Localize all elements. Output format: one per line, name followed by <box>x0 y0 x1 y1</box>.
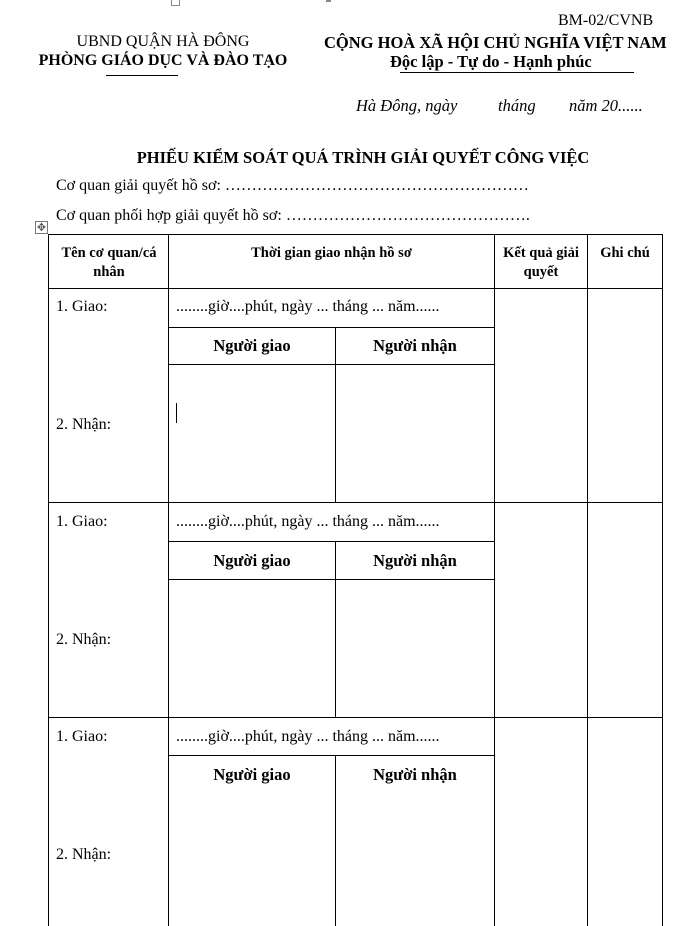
nation-title: CỘNG HOÀ XÃ HỘI CHỦ NGHĨA VIỆT NAM <box>324 33 667 52</box>
row1-receive-label: 2. Nhận: <box>56 416 112 433</box>
row1-receiver-header: Người nhận <box>373 336 457 355</box>
nation-motto: Độc lập - Tự do - Hạnh phúc <box>390 52 592 71</box>
row3-giver-header: Người giao <box>213 765 291 784</box>
table-header-bottom <box>48 288 663 289</box>
row3-receiver-header: Người nhận <box>373 765 457 784</box>
table-col-divider-3 <box>494 234 495 926</box>
org-left-2: PHÒNG GIÁO DỤC VÀ ĐÀO TẠO <box>38 52 288 69</box>
date-year: năm 20...... <box>569 96 643 115</box>
row1-time-bottom <box>168 327 495 328</box>
coordinating-agency-field[interactable]: Cơ quan phối hợp giải quyết hồ sơ: ………………………………………. <box>56 207 530 224</box>
header-note: Ghi chú <box>600 245 650 261</box>
table-col-divider-4 <box>587 234 588 926</box>
row3-time-field[interactable]: ........giờ....phút, ngày ... tháng ... năm...... <box>176 728 440 745</box>
org-left-1: UBND QUẬN HÀ ĐÔNG <box>76 33 250 50</box>
resolving-agency-field[interactable]: Cơ quan giải quyết hồ sơ: ………………………………………………… <box>56 177 529 194</box>
text-cursor[interactable] <box>176 403 177 423</box>
row1-sub-bottom <box>168 364 495 365</box>
page-marker-dash <box>326 0 331 2</box>
header-agency: Tên cơ quan/cá nhân <box>61 245 157 280</box>
document-title: PHIẾU KIỂM SOÁT QUÁ TRÌNH GIẢI QUYẾT CÔNG VIỆC <box>136 148 590 167</box>
row1-giver-header: Người giao <box>213 336 291 355</box>
table-move-handle-icon[interactable]: ✥ <box>36 221 47 234</box>
form-code: BM-02/CVNB <box>558 12 654 29</box>
row2-giver-header: Người giao <box>213 551 291 570</box>
page-marker-square <box>171 0 180 6</box>
motto-underline <box>400 72 634 73</box>
row3-give-label: 1. Giao: <box>56 728 108 745</box>
header-time: Thời gian giao nhận hồ sơ <box>251 245 412 261</box>
row2-time-field[interactable]: ........giờ....phút, ngày ... tháng ... năm...... <box>176 513 440 530</box>
row3-receive-label: 2. Nhận: <box>56 846 112 863</box>
org-underline <box>106 75 178 76</box>
row2-time-bottom <box>168 541 495 542</box>
row1-bottom <box>48 502 663 503</box>
table-border-left <box>48 234 49 926</box>
row1-time-field[interactable]: ........giờ....phút, ngày ... tháng ... năm...... <box>176 298 440 315</box>
table-border-top <box>48 234 663 235</box>
row2-bottom <box>48 717 663 718</box>
header-result: Kết quả giải quyết <box>503 245 579 280</box>
row2-sub-bottom <box>168 579 495 580</box>
row2-give-label: 1. Giao: <box>56 513 108 530</box>
date-month: tháng <box>498 96 536 115</box>
table-border-right <box>662 234 663 926</box>
row2-receiver-header: Người nhận <box>373 551 457 570</box>
date-place: Hà Đông, ngày <box>356 96 458 115</box>
row2-receive-label: 2. Nhận: <box>56 631 112 648</box>
row1-give-label: 1. Giao: <box>56 298 108 315</box>
row3-time-bottom <box>168 755 495 756</box>
